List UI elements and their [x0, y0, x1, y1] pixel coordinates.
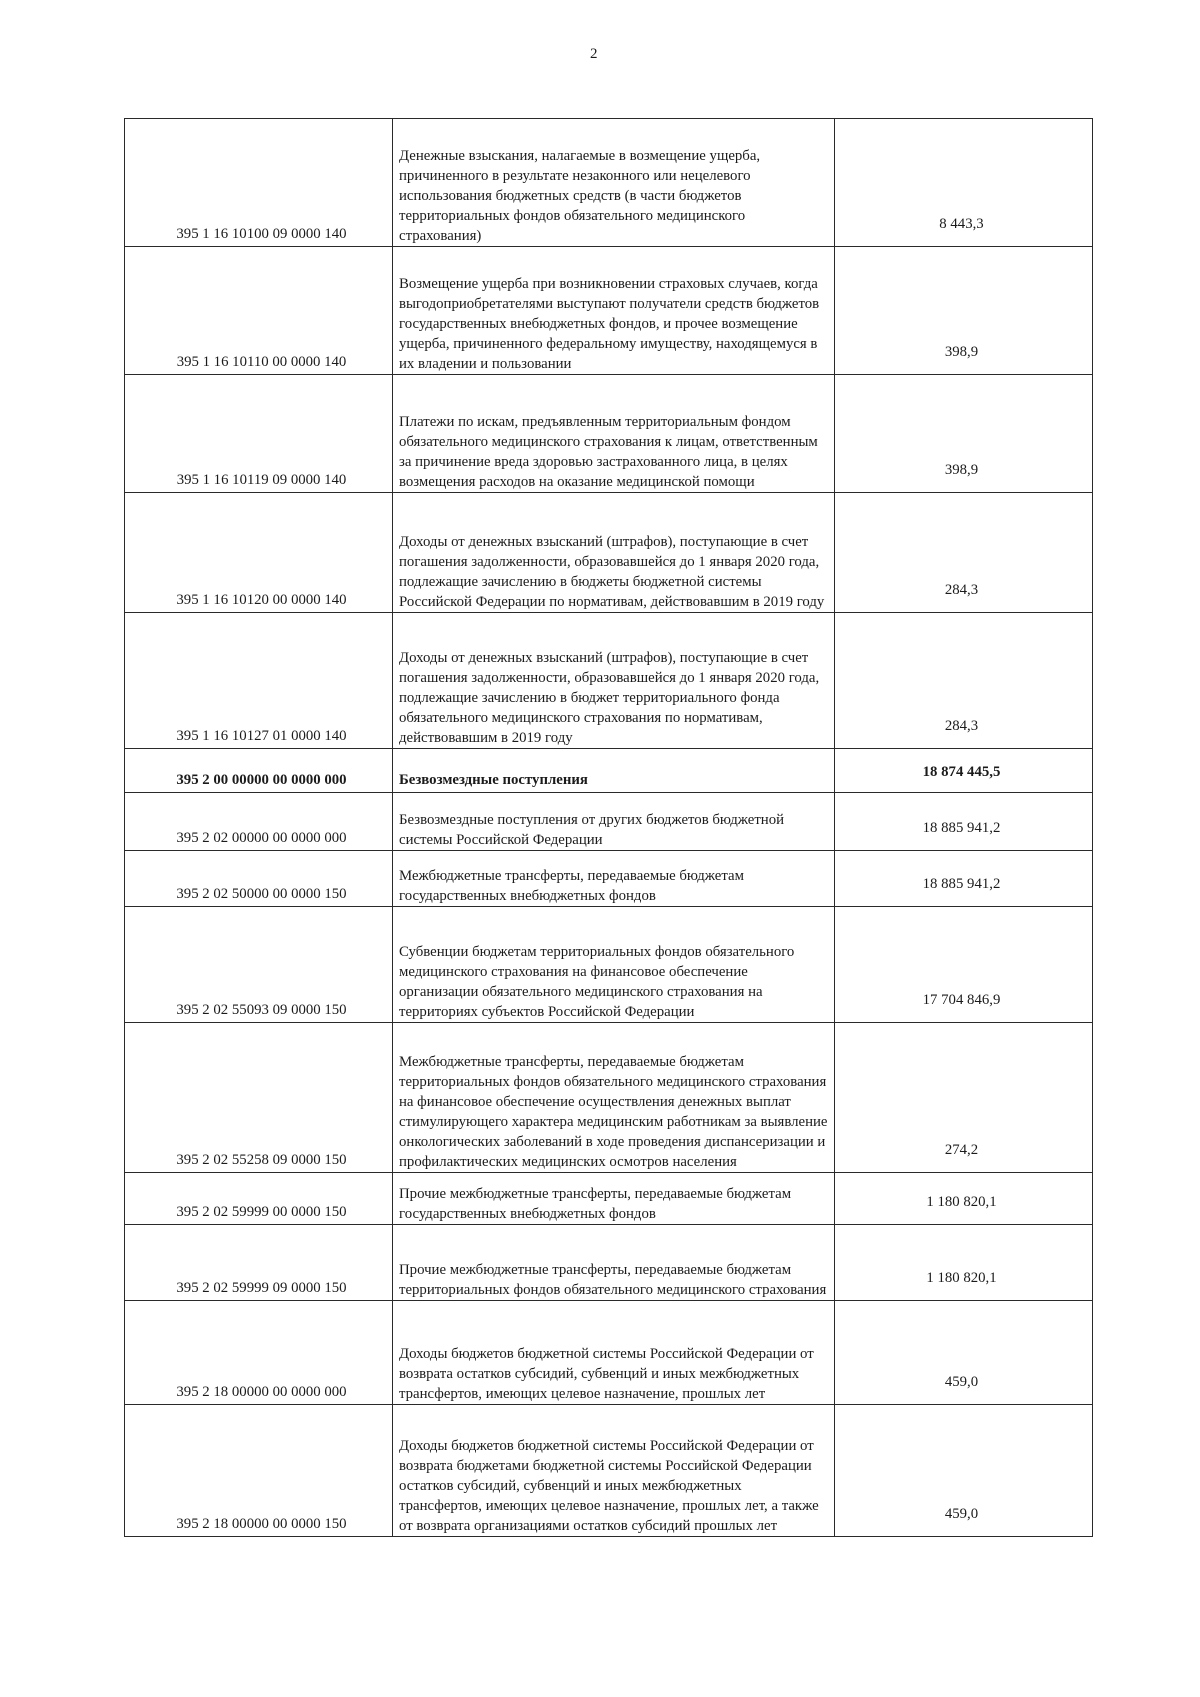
revenue-name-cell: Межбюджетные трансферты, передаваемые бюджетам территориальных фондов обязательного медицинского страхования на финансовое обеспечение осуществления денежных выплат стимулирующего характера медицинским работникам за выявление онкологических заболеваний в ходе проведения диспансеризации и профилактических медицинских осмотров населения: [393, 1023, 835, 1173]
amount-cell: 284,3: [835, 613, 1093, 749]
revenue-name-cell: Доходы от денежных взысканий (штрафов), поступающие в счет погашения задолженности, образовавшейся до 1 января 2020 года, подлежащие зачислению в бюджеты бюджетной системы Российской Федерации по нормативам, действовавшим в 2019 году: [393, 493, 835, 613]
table-body: [125, 119, 1093, 1537]
table-row: [125, 247, 1093, 375]
table-row: [125, 851, 1093, 907]
budget-code-cell: 395 2 18 00000 00 0000 150: [125, 1405, 393, 1537]
amount-cell: 1 180 820,1: [835, 1173, 1093, 1225]
amount-cell: 1 180 820,1: [835, 1225, 1093, 1301]
budget-code-cell: 395 2 18 00000 00 0000 000: [125, 1301, 393, 1405]
amount-cell: 398,9: [835, 247, 1093, 375]
table-row: [125, 119, 1093, 247]
amount-cell: 398,9: [835, 375, 1093, 493]
budget-code-cell: 395 1 16 10119 09 0000 140: [125, 375, 393, 493]
budget-code-cell: 395 1 16 10127 01 0000 140: [125, 613, 393, 749]
revenue-name-cell: Прочие межбюджетные трансферты, передаваемые бюджетам территориальных фондов обязательного медицинского страхования: [393, 1225, 835, 1301]
budget-code-cell: 395 2 02 55258 09 0000 150: [125, 1023, 393, 1173]
budget-code-cell: 395 1 16 10110 00 0000 140: [125, 247, 393, 375]
amount-cell: 274,2: [835, 1023, 1093, 1173]
table-row: [125, 749, 1093, 793]
revenue-name-cell: Доходы от денежных взысканий (штрафов), поступающие в счет погашения задолженности, образовавшейся до 1 января 2020 года, подлежащие зачислению в бюджет территориального фонда обязательного медицинского страхования по нормативам, действовавшим в 2019 году: [393, 613, 835, 749]
budget-code-cell: 395 2 00 00000 00 0000 000: [125, 749, 393, 793]
amount-cell: 18 885 941,2: [835, 851, 1093, 907]
table-row: [125, 1173, 1093, 1225]
amount-cell: 459,0: [835, 1301, 1093, 1405]
table-row: [125, 1225, 1093, 1301]
amount-cell: 18 874 445,5: [835, 749, 1093, 793]
revenue-name-cell: Платежи по искам, предъявленным территориальным фондом обязательного медицинского страхования к лицам, ответственным за причинение вреда здоровью застрахованного лица, в целях возмещения расходов на оказание медицинской помощи: [393, 375, 835, 493]
budget-code-cell: 395 1 16 10100 09 0000 140: [125, 119, 393, 247]
revenue-name-cell: Межбюджетные трансферты, передаваемые бюджетам государственных внебюджетных фондов: [393, 851, 835, 907]
revenue-name-cell: Возмещение ущерба при возникновении страховых случаев, когда выгодоприобретателями выступают получатели средств бюджетов государственных внебюджетных фондов, и прочее возмещение ущерба, причиненного федеральному имуществу, находящемуся в их владении и пользовании: [393, 247, 835, 375]
revenue-name-cell: Доходы бюджетов бюджетной системы Российской Федерации от возврата остатков субсидий, субвенций и иных межбюджетных трансфертов, имеющих целевое назначение, прошлых лет: [393, 1301, 835, 1405]
revenue-name-cell: Безвозмездные поступления от других бюджетов бюджетной системы Российской Федерации: [393, 793, 835, 851]
amount-cell: 8 443,3: [835, 119, 1093, 247]
table-row: [125, 613, 1093, 749]
budget-code-cell: 395 2 02 59999 00 0000 150: [125, 1173, 393, 1225]
revenue-name-cell: Безвозмездные поступления: [393, 749, 835, 793]
table-row: [125, 493, 1093, 613]
budget-code-cell: 395 1 16 10120 00 0000 140: [125, 493, 393, 613]
amount-cell: 284,3: [835, 493, 1093, 613]
table-row: [125, 1301, 1093, 1405]
budget-code-cell: 395 2 02 59999 09 0000 150: [125, 1225, 393, 1301]
table-row: [125, 375, 1093, 493]
budget-code-cell: 395 2 02 00000 00 0000 000: [125, 793, 393, 851]
budget-code-cell: 395 2 02 55093 09 0000 150: [125, 907, 393, 1023]
amount-cell: 17 704 846,9: [835, 907, 1093, 1023]
table-row: [125, 1405, 1093, 1537]
table-row: [125, 793, 1093, 851]
table-row: [125, 907, 1093, 1023]
amount-cell: 18 885 941,2: [835, 793, 1093, 851]
revenue-name-cell: Субвенции бюджетам территориальных фондов обязательного медицинского страхования на финансовое обеспечение организации обязательного медицинского страхования на территориях субъектов Российской Федерации: [393, 907, 835, 1023]
revenue-name-cell: Денежные взыскания, налагаемые в возмещение ущерба, причиненного в результате незаконного или нецелевого использования бюджетных средств (в части бюджетов территориальных фондов обязательного медицинского страхования): [393, 119, 835, 247]
table-row: [125, 1023, 1093, 1173]
amount-cell: 459,0: [835, 1405, 1093, 1537]
page-number: 2: [590, 46, 598, 62]
revenue-name-cell: Доходы бюджетов бюджетной системы Российской Федерации от возврата бюджетами бюджетной системы Российской Федерации остатков субсидий, субвенций и иных межбюджетных трансфертов, имеющих целевое назначение, прошлых лет, а также от возврата организациями остатков субсидий прошлых лет: [393, 1405, 835, 1537]
budget-code-cell: 395 2 02 50000 00 0000 150: [125, 851, 393, 907]
revenue-name-cell: Прочие межбюджетные трансферты, передаваемые бюджетам государственных внебюджетных фондов: [393, 1173, 835, 1225]
budget-revenue-table: [124, 118, 1093, 1537]
